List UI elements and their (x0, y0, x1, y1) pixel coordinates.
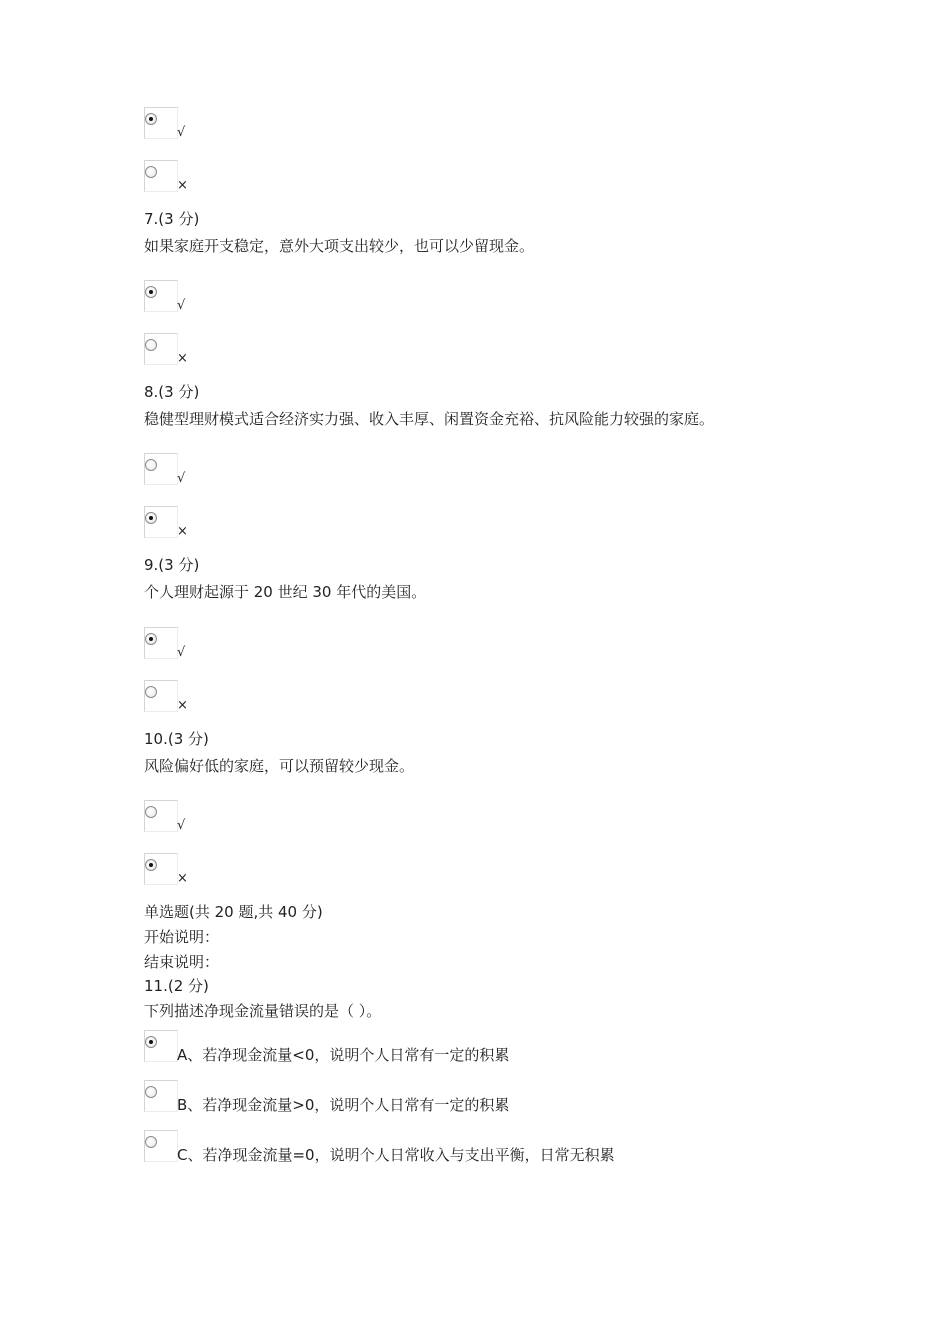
false-mark: × (177, 524, 188, 539)
section-end-note: 结束说明： (144, 953, 220, 971)
q10-header: 10.(3 分) (144, 730, 209, 748)
radio-selected-icon[interactable] (145, 113, 157, 125)
false-mark: × (177, 698, 188, 713)
true-mark: √ (177, 645, 186, 660)
option-label: B、若净现金流量>0，说明个人日常有一定的积累 (177, 1096, 510, 1114)
option-label: C、若净现金流量=0，说明个人日常收入与支出平衡，日常无积累 (177, 1146, 615, 1164)
radio-selected-icon[interactable] (145, 1036, 157, 1048)
option-label: A、若净现金流量<0，说明个人日常有一定的积累 (177, 1046, 510, 1064)
q9-text: 个人理财起源于 20 世纪 30 年代的美国。 (144, 583, 427, 601)
true-mark: √ (177, 298, 186, 313)
q8-header: 8.(3 分) (144, 383, 200, 401)
q7-header: 7.(3 分) (144, 210, 200, 228)
q8-text: 稳健型理财模式适合经济实力强、收入丰厚、闲置资金充裕、抗风险能力较强的家庭。 (144, 410, 715, 428)
radio-selected-icon[interactable] (145, 512, 157, 524)
section-title: 单选题(共 20 题,共 40 分) (144, 903, 323, 921)
true-mark: √ (177, 471, 186, 486)
radio-unselected-icon[interactable] (145, 686, 157, 698)
radio-selected-icon[interactable] (145, 633, 157, 645)
radio-unselected-icon[interactable] (145, 806, 157, 818)
q9-header: 9.(3 分) (144, 556, 200, 574)
radio-unselected-icon[interactable] (145, 1086, 157, 1098)
false-mark: × (177, 178, 188, 193)
radio-unselected-icon[interactable] (145, 1136, 157, 1148)
q11-text: 下列描述净现金流量错误的是（ ）。 (144, 1002, 382, 1020)
radio-unselected-icon[interactable] (145, 339, 157, 351)
false-mark: × (177, 871, 188, 886)
radio-unselected-icon[interactable] (145, 166, 157, 178)
q11-header: 11.(2 分) (144, 977, 209, 995)
radio-unselected-icon[interactable] (145, 459, 157, 471)
radio-selected-icon[interactable] (145, 286, 157, 298)
true-mark: √ (177, 818, 186, 833)
radio-selected-icon[interactable] (145, 859, 157, 871)
true-mark: √ (177, 125, 186, 140)
q10-text: 风险偏好低的家庭，可以预留较少现金。 (144, 757, 415, 775)
q7-text: 如果家庭开支稳定，意外大项支出较少，也可以少留现金。 (144, 237, 535, 255)
section-start-note: 开始说明： (144, 928, 220, 946)
false-mark: × (177, 351, 188, 366)
q11-option-b[interactable] (144, 1080, 664, 1112)
q11-option-c[interactable] (144, 1130, 704, 1162)
q11-option-a[interactable] (144, 1030, 664, 1062)
